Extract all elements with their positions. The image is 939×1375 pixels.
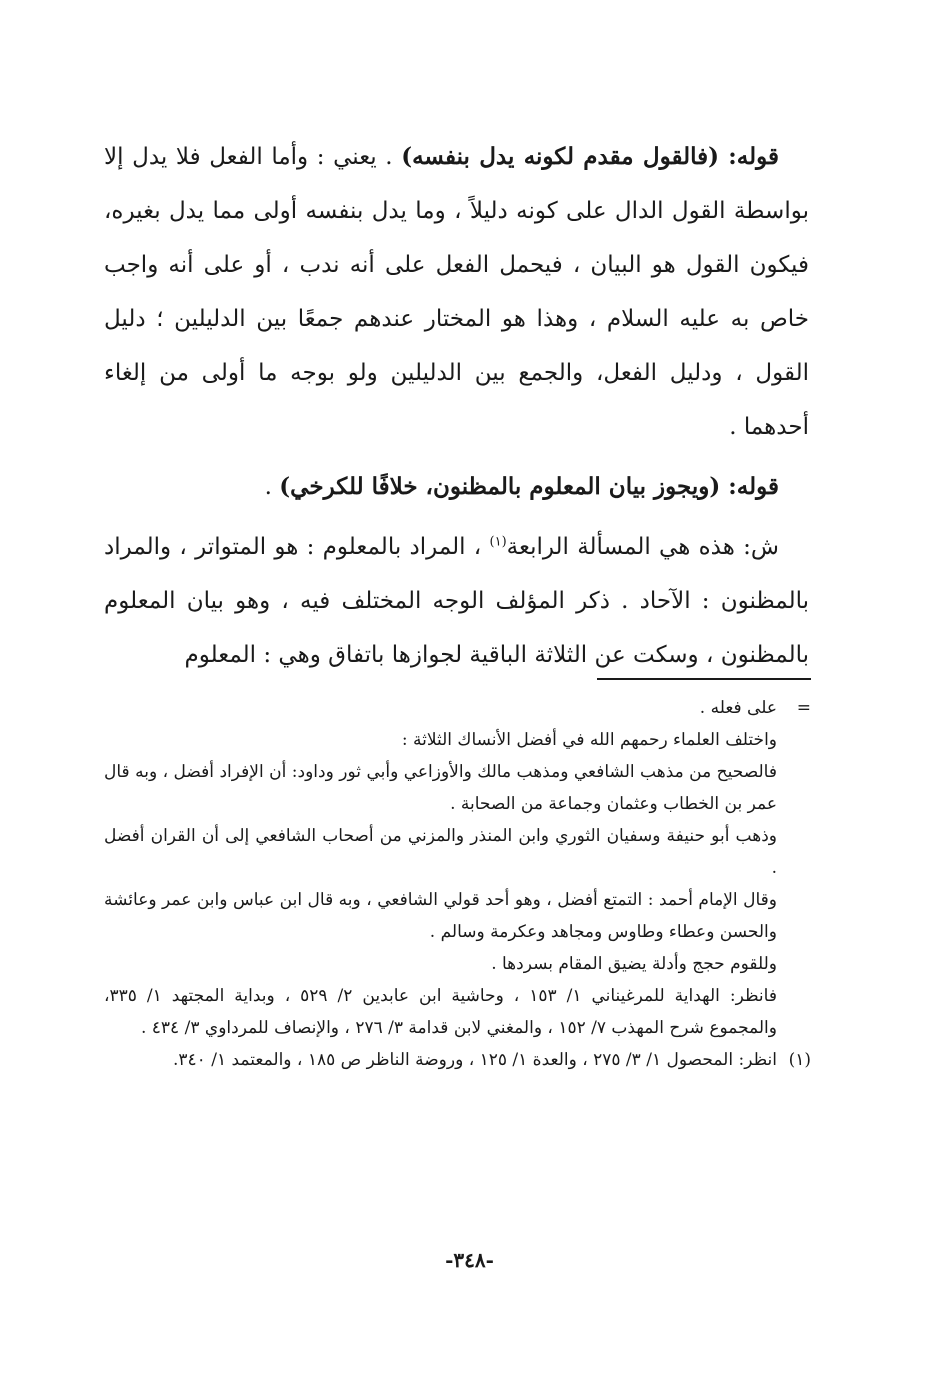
footnote-line: واختلف العلماء رحمهم الله في أفضل الأنساك الثلاثة :	[401, 730, 777, 750]
footnote-line: على فعله .	[699, 698, 777, 718]
main-text	[104, 130, 809, 688]
page-number: -٣٤٨-	[445, 1248, 494, 1272]
footnote-continuation	[104, 692, 811, 1044]
footnote-line: وذهب أبو حنيفة وسفيان الثوري وابن المنذر والمزني من أصحاب الشافعي إلى أن القران أفضل .	[104, 826, 777, 878]
quoted-text-2: قوله: (ويجوز بيان المعلوم بالمظنون، خلافًا للكرخي)	[279, 473, 779, 500]
footnote-line: وقال الإمام أحمد : التمتع أفضل ، وهو أحد قولي الشافعي ، وبه قال ابن عباس وابن عمر وعائشة والحسن وعطاء وطاوس ومجاهد وعكرمة وسالم .	[104, 890, 777, 942]
footnote-1-text: انظر: المحصول ١/ ٣/ ٢٧٥ ، والعدة ١/ ١٢٥ ، وروضة الناظر ص ١٨٥ ، والمعتمد ١/ ٣٤٠.	[173, 1050, 777, 1070]
footnote-line: وللقوم حجج وأدلة يضيق المقام بسردها .	[491, 954, 777, 974]
continuation-marker: =	[796, 698, 811, 718]
footnote-1-marker: (١)	[788, 1050, 811, 1070]
footnote-separator	[597, 678, 811, 680]
footnote-ref-1[interactable]: (١)	[489, 534, 507, 550]
commentary-text-3a: ش: هذه هي المسألة الرابعة	[506, 534, 779, 560]
footnote-1	[104, 1044, 811, 1076]
footnote-line: فانظر: الهداية للمرغيناني ١/ ١٥٣ ، وحاشية ابن عابدين ٢/ ٥٢٩ ، وبداية المجتهد ١/ ٣٣٥، والمجموع شرح المهذب ٧/ ١٥٢ ، والمغني لابن قدامة ٣/ ٢٧٦ ، والإنصاف للمرداوي ٣/ ٤٣٤ .	[104, 986, 777, 1038]
paragraph-2	[104, 460, 809, 514]
commentary-text-1: . يعني : وأما الفعل فلا يدل إلا بواسطة القول الدال على كونه دليلاً ، وما يدل بنفسه أولى مما يدل بغيره، فيكون القول هو البيان ، فيحمل الفعل على أنه ندب ، أو على أنه واجب خاص به عليه السلام ، وهذا هو المختار عندهم جمعًا بين الدليلين ؛ دليل القول ، ودليل الفعل، والجمع بين الدليلين ولو بوجه ما أولى من إلغاء أحدهما .	[104, 144, 809, 440]
footnote-line: فالصحيح من مذهب الشافعي ومذهب مالك والأوزاعي وأبي ثور وداود: أن الإفراد أفضل ، وبه قال عمر بن الخطاب وعثمان وجماعة من الصحابة .	[104, 762, 777, 814]
paragraph-2-end: .	[264, 474, 280, 500]
quoted-text-1: قوله: (فالقول مقدم لكونه يدل بنفسه)	[401, 143, 779, 170]
paragraph-1	[104, 130, 809, 454]
paragraph-3	[104, 520, 809, 682]
footnotes	[104, 692, 811, 1076]
commentary-text-3b: ، المراد بالمعلوم : هو المتواتر ، والمراد بالمظنون : الآحاد . ذكر المؤلف الوجه المختلف فيه ، وهو بيان المعلوم بالمظنون ، وسكت عن الثلاثة الباقية لجوازها باتفاق وهي : المعلوم	[104, 534, 809, 668]
